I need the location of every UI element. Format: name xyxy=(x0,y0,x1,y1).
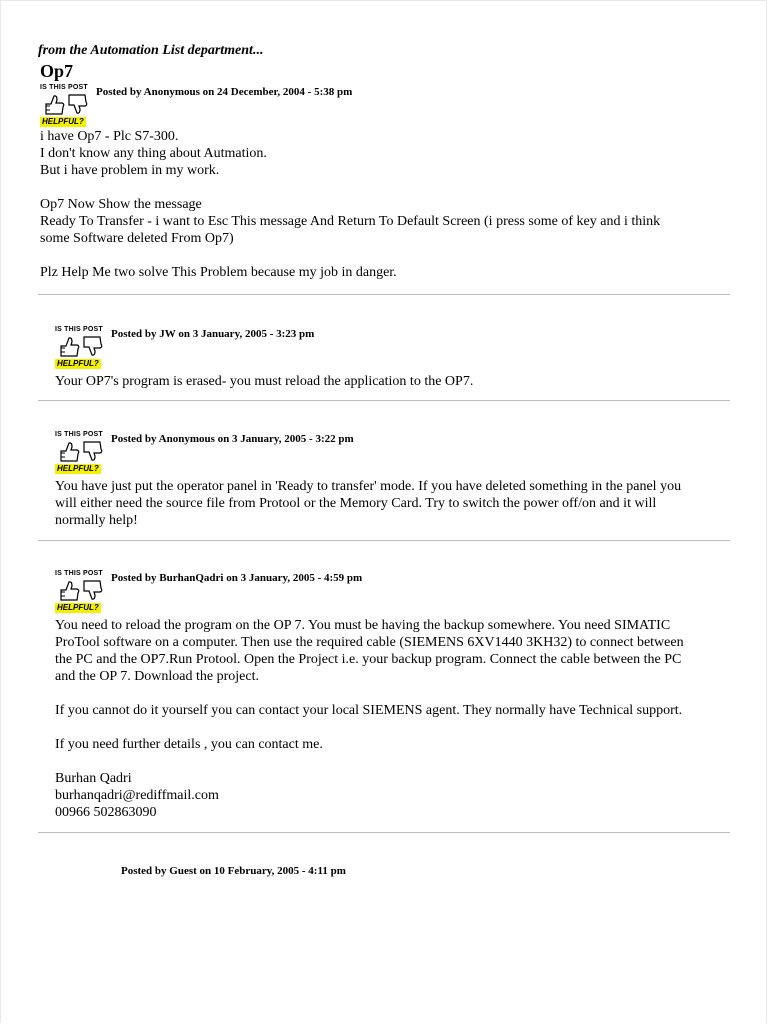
badge-helpful-text: HELPFUL? xyxy=(57,359,99,368)
post xyxy=(55,570,730,821)
post-line: i have Op7 - Plc S7-300. xyxy=(40,129,179,144)
thumbs-up-down-icon xyxy=(57,439,105,463)
post-divider xyxy=(38,832,730,833)
department-label: from the Automation List department... xyxy=(38,43,264,58)
post-signature-phone: 00966 502863090 xyxy=(55,805,157,820)
post xyxy=(121,863,721,878)
helpful-vote-badge[interactable] xyxy=(55,326,107,370)
post-line: But i have problem in my work. xyxy=(40,163,220,178)
post-line: and the OP 7. Download the project. xyxy=(55,669,259,684)
post-line: Your OP7's program is erased- you must reload the application to the OP7. xyxy=(55,374,474,389)
badge-helpful-text: HELPFUL? xyxy=(57,464,99,473)
post-line: ProTool software on a computer. Then use the required cable (SIEMENS 6XV1440 3KH32) to connect between xyxy=(55,635,684,650)
post-meta: Posted by Anonymous on 24 December, 2004 - 5:38 pm xyxy=(96,86,353,98)
post-body xyxy=(40,128,730,281)
post-divider xyxy=(38,540,730,541)
post-line: I don't know any thing about Autmation. xyxy=(40,146,267,161)
thumbs-up-down-icon xyxy=(42,92,90,116)
thumbs-up-down-icon xyxy=(57,578,105,602)
post-line: Op7 Now Show the message xyxy=(40,197,202,212)
post xyxy=(55,326,730,390)
post-divider xyxy=(38,400,730,401)
post-line: You have just put the operator panel in 'Ready to transfer' mode. If you have deleted something in the panel you xyxy=(55,479,682,494)
post-line: Ready To Transfer - i want to Esc This message And Return To Default Screen (i press some of key and i think xyxy=(40,214,661,229)
post-header xyxy=(55,326,730,370)
post-body xyxy=(55,617,730,821)
helpful-vote-badge[interactable] xyxy=(55,570,107,614)
badge-question-text: IS THIS POST xyxy=(55,326,103,333)
post-line: If you need further details , you can contact me. xyxy=(55,737,323,752)
post-signature-name: Burhan Qadri xyxy=(55,771,132,786)
badge-helpful-text: HELPFUL? xyxy=(57,603,99,612)
post-body xyxy=(55,478,730,529)
topic-title: Op7 xyxy=(40,61,74,81)
thread xyxy=(40,42,730,281)
post-line: normally help! xyxy=(55,513,138,528)
helpful-vote-badge[interactable] xyxy=(40,84,92,128)
post-line: some Software deleted From Op7) xyxy=(40,231,234,246)
post-line: You need to reload the program on the OP 7. You must be having the backup somewhere. You need SIMATIC xyxy=(55,618,671,633)
thumbs-up-down-icon xyxy=(57,334,105,358)
post-header xyxy=(55,431,730,475)
post xyxy=(40,84,730,281)
post-header xyxy=(40,84,730,128)
post-line: Plz Help Me two solve This Problem because my job in danger. xyxy=(40,265,397,280)
post-line: the PC and the OP7.Run Protool. Open the Project i.e. your backup program. Connect the cable between the PC xyxy=(55,652,682,667)
badge-helpful-text: HELPFUL? xyxy=(42,117,84,126)
helpful-vote-badge[interactable] xyxy=(55,431,107,475)
post-divider xyxy=(38,294,730,295)
badge-question-text: IS THIS POST xyxy=(55,431,103,438)
post-meta: Posted by Anonymous on 3 January, 2005 - 3:22 pm xyxy=(111,433,354,445)
post-meta: Posted by Guest on 10 February, 2005 - 4:11 pm xyxy=(121,865,346,877)
post-body xyxy=(55,373,730,390)
badge-question-text: IS THIS POST xyxy=(40,84,88,91)
post-meta: Posted by BurhanQadri on 3 January, 2005 - 4:59 pm xyxy=(111,572,363,584)
post-signature-email: burhanqadri@rediffmail.com xyxy=(55,788,219,803)
badge-question-text: IS THIS POST xyxy=(55,570,103,577)
post-line: will either need the source file from Protool or the Memory Card. Try to switch the power off/on and it will xyxy=(55,496,657,511)
post-header xyxy=(55,570,730,614)
post-line: If you cannot do it yourself you can contact your local SIEMENS agent. They normally have Technical support. xyxy=(55,703,683,718)
post xyxy=(55,431,730,529)
post-meta: Posted by JW on 3 January, 2005 - 3:23 pm xyxy=(111,328,315,340)
